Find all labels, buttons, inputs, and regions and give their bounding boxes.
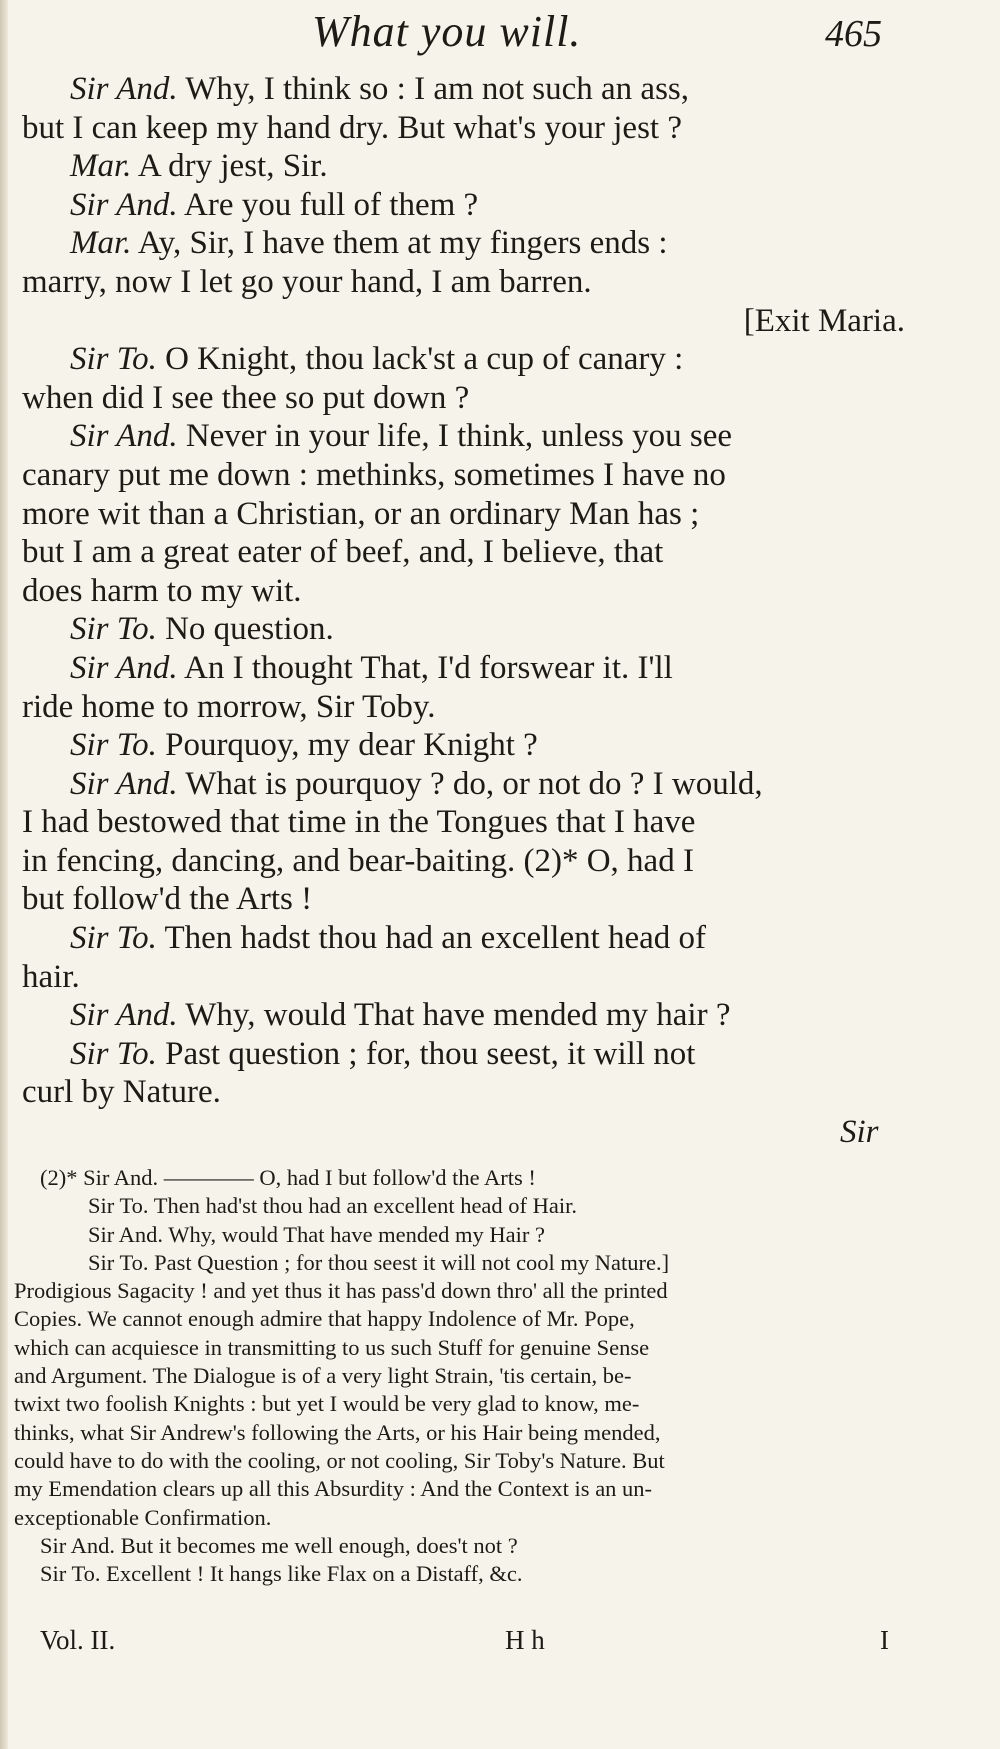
text-line [0,803,1000,842]
speaker-label: Sir To. [70,611,157,648]
line-text: but follow'd the Arts ! [22,881,313,918]
line-text: Never in your life, I think, unless you see [185,418,733,455]
speaker-label: Sir To. [70,727,157,764]
line-text: Ay, Sir, I have them at my fingers ends : [137,225,668,262]
text-line [0,610,1000,649]
text-line [0,224,1000,263]
text-line [0,147,1000,186]
page-footer [0,1625,1000,1659]
footnote-line [0,1532,1000,1560]
speaker-label: Sir To. [70,341,157,378]
footnote-line [0,1362,1000,1390]
text-line [0,996,1000,1035]
line-text: Why, would That have mended my hair ? [185,997,731,1034]
footnote-line [0,1277,1000,1305]
text-line [0,1035,1000,1074]
text-line [0,880,1000,919]
line-text: No question. [165,611,334,648]
line-text: Why, I think so : I am not such an ass, [185,71,690,107]
running-title: What you will. [312,7,582,56]
footnote-text: Sir To. Excellent ! It hangs like Flax on a Distaff, &c. [40,1561,523,1587]
speaker-label: Sir And. [70,418,178,455]
line-text: in fencing, dancing, and bear-baiting. (2)* O, had I [22,842,694,879]
footnote-line [0,1334,1000,1362]
footnote-text: which can acquiesce in transmitting to us such Stuff for genuine Sense [14,1334,650,1360]
text-line [0,263,1000,302]
line-text: Past question ; for, thou seest, it will not [165,1035,696,1072]
footnote-text: (2)* Sir And. ———— O, had I but follow'd the Arts ! [40,1165,536,1190]
volume-label: Vol. II. [40,1625,116,1655]
line-text: O Knight, thou lack'st a cup of canary : [165,341,684,378]
footnote-line [0,1305,1000,1333]
play-text [0,70,1000,1112]
speaker-label: Sir To. [70,920,157,957]
text-line [0,958,1000,997]
footnote-text: Sir To. Past Question ; for thou seest it will not cool my Nature.] [88,1249,670,1275]
line-text: ride home to morrow, Sir Toby. [22,688,436,725]
footnote-line [0,1560,1000,1588]
text-line [0,726,1000,765]
line-text: [Exit Maria. [743,302,905,339]
footnote-text: could have to do with the cooling, or not cooling, Sir Toby's Nature. But [14,1447,665,1473]
footnote-line [0,1164,1000,1192]
line-text: does harm to my wit. [22,572,302,609]
speaker-label: Sir To. [70,1035,157,1072]
line-text: curl by Nature. [22,1074,221,1111]
line-text: but I am a great eater of beef, and, I believe, that [22,534,664,571]
line-text: but I can keep my hand dry. But what's your jest ? [22,109,682,146]
line-text: hair. [22,958,80,995]
text-line [0,417,1000,456]
text-line [0,109,1000,148]
footnote-line [0,1504,1000,1532]
footnote-line [0,1249,1000,1277]
line-text: A dry jest, Sir. [137,148,328,185]
footnote-text: Sir And. Why, would That have mended my Hair ? [88,1221,545,1247]
text-line [0,186,1000,225]
speaker-label: Sir And. [70,765,178,802]
speaker-label: Mar. [70,148,132,185]
footnote-line [0,1419,1000,1447]
signature-mark: H h [505,1625,545,1655]
line-text: more wit than a Christian, or an ordinary Man has ; [22,495,700,532]
speaker-label: Mar. [70,225,132,262]
text-line [0,533,1000,572]
line-text: Are you full of them ? [184,186,479,223]
line-text: when did I see thee so put down ? [22,379,470,416]
footer-catchword: I [880,1625,889,1655]
text-line [0,456,1000,495]
line-text: Then hadst thou had an excellent head of [164,920,707,957]
footnote-text: exceptionable Confirmation. [14,1504,272,1530]
catchword: Sir [840,1114,879,1150]
page-header [0,4,1000,64]
footnote-line [0,1221,1000,1249]
text-line [0,765,1000,804]
footnote-line [0,1390,1000,1418]
speaker-label: Sir And. [70,649,178,686]
line-text: canary put me down : methinks, sometimes I have no [22,456,726,493]
page-number: 465 [825,13,882,55]
footnote-line [0,1475,1000,1503]
line-text: An I thought That, I'd forswear it. I'll [184,649,673,686]
text-line [0,919,1000,958]
text-line [0,379,1000,418]
footnote-line [0,1447,1000,1475]
text-line [0,340,1000,379]
speaker-label: Sir And. [70,997,178,1034]
footnote-text: my Emendation clears up all this Absurdity : And the Context is an un- [14,1476,653,1502]
speaker-label: Sir And. [70,186,178,223]
footnote-text: Sir To. Then had'st thou had an excellent head of Hair. [88,1193,578,1219]
text-line [0,842,1000,881]
footnotes [0,1164,1000,1588]
text-line [0,495,1000,534]
line-text: What is pourquoy ? do, or not do ? I would, [185,765,763,802]
line-text: marry, now I let go your hand, I am barren. [22,263,592,300]
line-text: Pourquoy, my dear Knight ? [165,727,538,764]
footnote-text: Prodigious Sagacity ! and yet thus it has pass'd down thro' all the printed [14,1278,668,1304]
text-line [0,649,1000,688]
footnote-text: and Argument. The Dialogue is of a very light Strain, 'tis certain, be- [14,1363,632,1389]
line-text: I had bestowed that time in the Tongues that I have [22,804,696,841]
text-line [0,302,1000,341]
text-line [0,572,1000,611]
speaker-label: Sir And. [70,71,178,107]
text-line [0,70,1000,109]
footnote-text: Copies. We cannot enough admire that happy Indolence of Mr. Pope, [14,1306,635,1332]
text-line [0,688,1000,727]
footnote-text: thinks, what Sir Andrew's following the Arts, or his Hair being mended, [14,1419,661,1445]
footnote-text: Sir And. But it becomes me well enough, does't not ? [40,1532,518,1558]
text-line [0,1073,1000,1112]
footnote-text: twixt two foolish Knights : but yet I would be very glad to know, me- [14,1391,640,1417]
footnote-line [0,1192,1000,1220]
